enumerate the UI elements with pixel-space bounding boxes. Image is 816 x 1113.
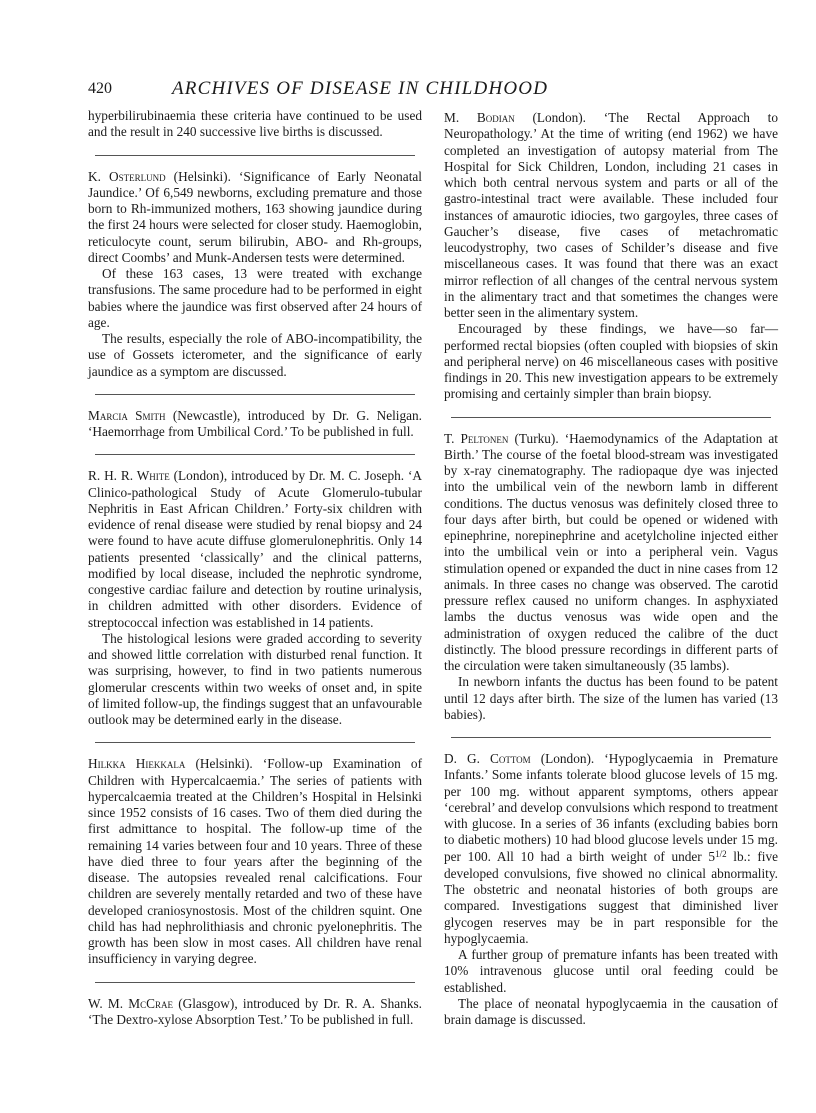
abstract-paragraph bbox=[88, 468, 422, 631]
author-name: K. Osterlund bbox=[88, 168, 166, 184]
abstract-paragraph bbox=[444, 751, 778, 947]
abstract-osterlund bbox=[88, 169, 422, 380]
author-name: Marcia Smith bbox=[88, 407, 166, 423]
divider bbox=[95, 742, 416, 743]
abstract-text: (Helsinki). ‘Significance of Early Neonatal Jaundice.’ Of 6,549 newborns, excluding premature and those born to Rh-immunized mothers, 163 showing jaundice during the first 24 hours were selected for closer study. Haemoglobin, reticulocyte count, serum bilirubin, ABO- and Rh-groups, direct Coombs’ and Munk-Andersen tests were determined. bbox=[88, 168, 422, 265]
abstract-text: (Newcastle), introduced by Dr. G. Neligan. ‘Haemorrhage from Umbilical Cord.’ To be published in full. bbox=[88, 407, 423, 439]
left-column bbox=[88, 108, 422, 1042]
abstract-smith bbox=[88, 408, 422, 441]
abstract-white bbox=[88, 468, 422, 728]
abstract-cottom bbox=[444, 751, 778, 1028]
author-name: W. M. McCrae bbox=[88, 995, 173, 1011]
abstract-paragraph bbox=[88, 756, 422, 967]
abstract-peltonen bbox=[444, 431, 778, 724]
fraction-half: 1/2 bbox=[715, 848, 727, 859]
abstract-mccrae bbox=[88, 996, 422, 1029]
abstract-paragraph: In newborn infants the ductus has been found to be patent until 12 days after birth. The size of the lumen has varied (13 babies). bbox=[444, 674, 778, 722]
abstract-paragraph bbox=[444, 110, 778, 321]
author-name: T. Peltonen bbox=[444, 430, 509, 446]
right-column bbox=[444, 108, 778, 1042]
continuation-text: hyperbilirubinaemia these criteria have continued to be used and the result in 240 successive live births is discussed. bbox=[88, 108, 422, 140]
divider bbox=[95, 982, 416, 983]
abstract-paragraph: The results, especially the role of ABO-incompatibility, the use of Gossets icterometer, and the significance of early jaundice as a symptom are discussed. bbox=[88, 331, 422, 379]
abstract-text: (Helsinki). ‘Follow-up Examination of Children with Hypercalcaemia.’ The series of patients with hypercalcaemia treated at the Children’s Hospital in Helsinki since 1952 consists of 16 cases. Two of them died during the first admittance to hospital. The follow-up time of the remaining 14 varies between four and 10 years. Three of these have died three to four years after the beginning of the disease. The autopsies revealed renal calcifications. Four children are severely mentally retarded and two of these have developed craniosynostosis. Most of the children squint. One child has had nephrolithiasis and chronic pyelonephritis. The growth has been slow in most cases. All children have renal insufficiency in varying degree. bbox=[88, 756, 422, 967]
author-name: M. Bodian bbox=[444, 110, 515, 125]
abstract-paragraph: Encouraged by these findings, we have—so far—performed rectal biopsies (often coupled with biopsies of skin and peripheral nerve) on 46 miscellaneous cases with positive findings in 20. This new investigation appears to be extremely promising and certainly simpler than brain biopsy. bbox=[444, 321, 778, 402]
abstract-paragraph bbox=[444, 431, 778, 675]
divider bbox=[95, 155, 416, 156]
abstract-paragraph bbox=[88, 996, 422, 1029]
page-number: 420 bbox=[88, 80, 112, 97]
abstract-text: (London), introduced by Dr. M. C. Joseph. ‘A Clinico-pathological Study of Acute Glomerulo-tubular Nephritis in East African Children.’ Forty-six children with evidence of renal disease were studied by renal biopsy and 24 were found to have acute diffuse glomerulonephritis. Only 14 patients presented ‘classically’ and the clinical patterns, modified by local disease, included the nephrotic syndrome, congestive cardiac failure and detection by routine urinalysis, in children admitted with other disorders. Evidence of streptococcal infection was established in 14 patients. bbox=[88, 468, 422, 630]
abstract-text: (London). ‘The Rectal Approach to Neuropathology.’ At the time of writing (end 1962) we have completed an investigation of autopsy material from The Hospital for Sick Children, London, including 21 cases in which both central nervous system and parts or all of the gastro-intestinal tract were available. These included four instances of amaurotic idiocies, two gargoyles, three cases of Gaucher’s disease, five cases of metachromatic leucodystrophy, two cases of Schilder’s disease and five miscellaneous cases. It was found that there was an exact mirror reflection of all changes of the central nervous system in the alimentary tract and that sometimes the changes were better seen in the alimentary system. bbox=[444, 110, 778, 320]
author-name: D. G. Cottom bbox=[444, 751, 531, 766]
abstract-paragraph bbox=[88, 169, 422, 267]
abstract-hiekkala bbox=[88, 756, 422, 967]
abstract-paragraph: Of these 163 cases, 13 were treated with exchange transfusions. The same procedure had to be performed in eight babies where the jaundice was first observed after 24 hours of age. bbox=[88, 266, 422, 330]
divider bbox=[451, 737, 772, 738]
abstract-paragraph: The histological lesions were graded according to severity and showed little correlation with disturbed renal function. It was surprising, however, to find in two patients numerous glomerular crescents within two weeks of onset and, in spite of limited follow-up, the findings suggest that an unfavourable outlook may be determined early in the disease. bbox=[88, 630, 422, 727]
author-name: R. H. R. White bbox=[88, 468, 170, 484]
divider bbox=[95, 394, 416, 395]
abstract-paragraph: The place of neonatal hypoglycaemia in the causation of brain damage is discussed. bbox=[444, 995, 778, 1027]
abstract-paragraph: A further group of premature infants has been treated with 10% intravenous glucose until oral feeding could be established. bbox=[444, 947, 778, 995]
running-header bbox=[88, 80, 738, 106]
abstract-text: (Glasgow), introduced by Dr. R. A. Shanks. ‘The Dextro-xylose Absorption Test.’ To be published in full. bbox=[88, 995, 422, 1027]
abstract-paragraph bbox=[88, 408, 422, 441]
author-name: Hilkka Hiekkala bbox=[88, 756, 186, 772]
continuation-paragraph bbox=[88, 108, 422, 141]
divider bbox=[451, 417, 772, 418]
journal-title: ARCHIVES OF DISEASE IN CHILDHOOD bbox=[172, 78, 549, 99]
divider bbox=[95, 454, 416, 455]
abstract-bodian bbox=[444, 110, 778, 403]
abstract-text: lb.: five developed convulsions, five showed no clinical abnormality. The obstetric and neonatal histories of both groups are compared. Investigations suggest that diminished liver glycogen reserves may be in part responsible for the hypoglycaemia. bbox=[444, 848, 779, 946]
abstract-text: (London). ‘Hypoglycaemia in Premature Infants.’ Some infants tolerate blood glucose levels of 15 mg. per 100 mg. without apparent symptoms, others appear ‘cerebral’ and develop convulsions which respond to treatment with glucose. In a series of 36 infants (excluding babies born to diabetic mothers) 10 had blood glucose levels under 15 mg. per 100. All 10 had a birth weight of under 5 bbox=[444, 751, 778, 864]
abstract-text: (Turku). ‘Haemodynamics of the Adaptation at Birth.’ The course of the foetal blood-stream was investigated by x-ray cinematography. The radiopaque dye was injected into the umbilical vein of the newborn lamb in different conditions. The ductus venosus was definitely closed three to four days after birth, but could be opened or widened with epinephrine, norepinephrine and acetylcholine injected either into the umbilical vein or into a peripheral vein. Vagus stimulation opened or expanded the duct in nine cases from 12 animals. In three cases no change was observed. The carotid pressure reflex caused no uniform changes. In asphyxiated lambs the ductus venosus was wide open and the administration of oxygen reduced the calibre of the duct distinctly. The blood pressure recordings in different parts of the circulation were taken simultaneously (35 lambs). bbox=[444, 430, 778, 673]
